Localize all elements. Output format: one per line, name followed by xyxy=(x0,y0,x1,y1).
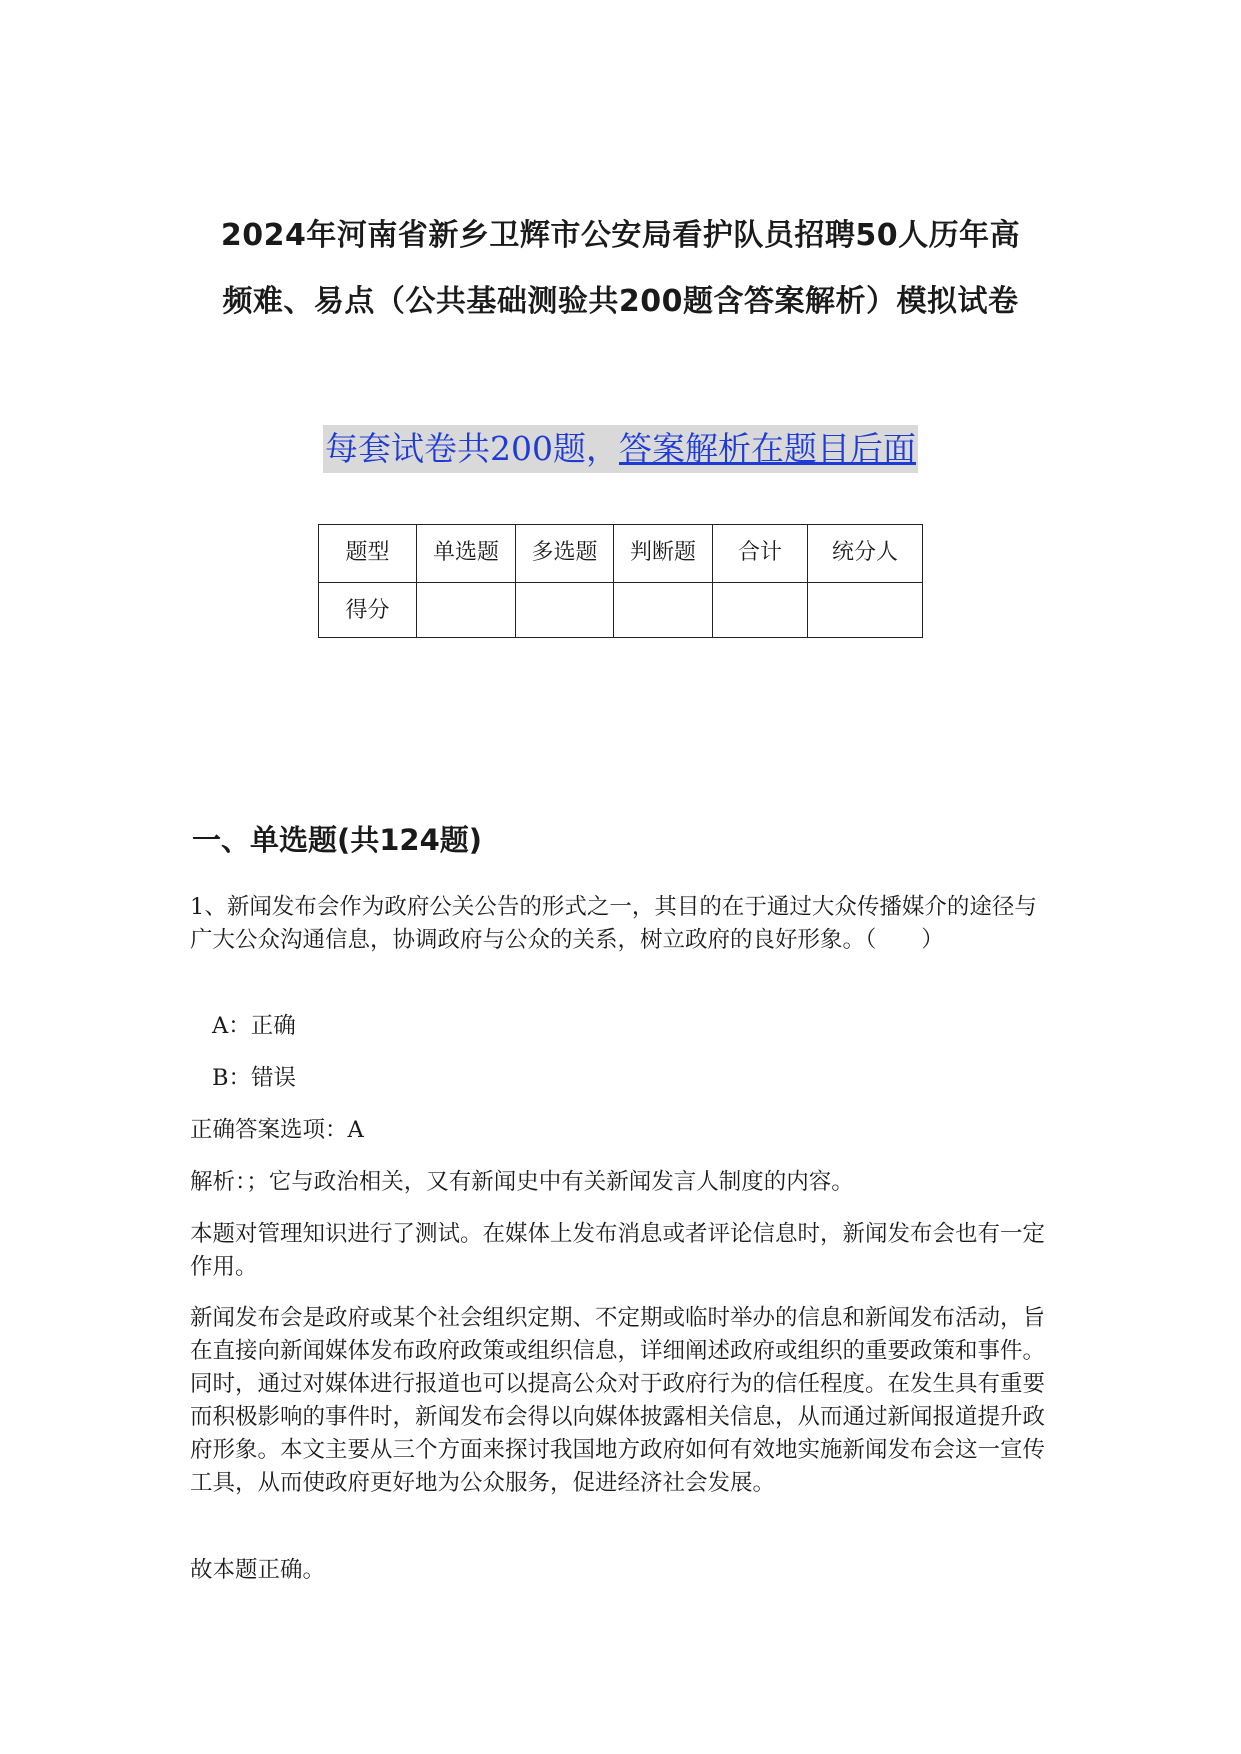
header-cell-type: 题型 xyxy=(319,525,417,583)
score-table-header-row xyxy=(319,525,923,583)
analysis-text: 解析：；它与政治相关，又有新闻史中有关新闻发言人制度的内容。 xyxy=(190,1169,854,1195)
score-cell-true-false xyxy=(614,583,713,638)
row-label-score: 得分 xyxy=(319,583,417,638)
score-table-score-row xyxy=(319,583,923,638)
score-cell-single-choice xyxy=(417,583,516,638)
header-cell-scorer: 统分人 xyxy=(808,525,923,583)
header-cell-true-false: 判断题 xyxy=(614,525,713,583)
option-b: B：错误 xyxy=(212,1065,297,1091)
explanation-paragraph-1: 本题对管理知识进行了测试。在媒体上发布消息或者评论信息时，新闻发布会也有一定作用。 xyxy=(190,1221,1046,1280)
header-cell-total: 合计 xyxy=(713,525,808,583)
title-line-1: 2024年河南省新乡卫辉市公安局看护队员招聘50人历年高 xyxy=(220,218,1021,253)
title-line-2: 频难、易点（公共基础测验共200题含答案解析）模拟试卷 xyxy=(222,284,1019,319)
section-heading: 一、单选题(共124题) xyxy=(192,823,483,857)
score-cell-multiple-choice xyxy=(516,583,614,638)
banner-row xyxy=(0,425,1241,473)
banner-text: 每套试卷共200题， xyxy=(325,429,619,468)
info-banner xyxy=(323,425,918,473)
score-cell-total xyxy=(713,583,808,638)
answer-analysis-link[interactable]: 答案解析在题目后面 xyxy=(619,429,916,468)
question-stem: 1、新闻发布会作为政府公关公告的形式之一，其目的在于通过大众传播媒介的途径与广大公众沟通信息，协调政府与公众的关系，树立政府的良好形象。（ ） xyxy=(190,894,1037,953)
correct-answer: 正确答案选项：A xyxy=(190,1117,364,1143)
conclusion-text: 故本题正确。 xyxy=(190,1557,326,1583)
score-cell-scorer xyxy=(808,583,923,638)
header-cell-single-choice: 单选题 xyxy=(417,525,516,583)
score-table xyxy=(318,524,923,638)
option-a: A：正确 xyxy=(212,1013,296,1039)
header-cell-multiple-choice: 多选题 xyxy=(516,525,614,583)
document-title xyxy=(150,203,1091,335)
explanation-paragraph-2: 新闻发布会是政府或某个社会组织定期、不定期或临时举办的信息和新闻发布活动，旨在直接向新闻媒体发布政府政策或组织信息，详细阐述政府或组织的重要政策和事件。同时，通过对媒体进行报道也可以提高公众对于政府行为的信任程度。在发生具有重要而积极影响的事件时，新闻发布会得以向媒体披露相关信息，从而通过新闻报道提升政府形象。本文主要从三个方面来探讨我国地方政府如何有效地实施新闻发布会这一宣传工具，从而使政府更好地为公众服务，促进经济社会发展。 xyxy=(190,1305,1046,1496)
